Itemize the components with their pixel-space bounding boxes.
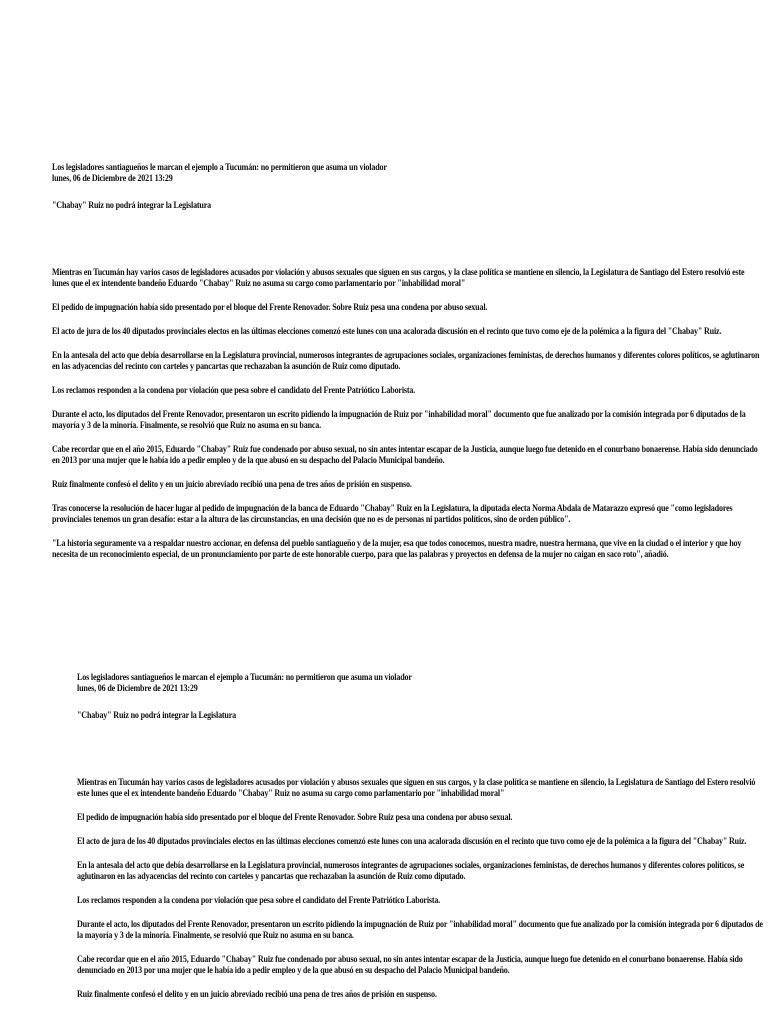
article-title: Los legisladores santiagueños le marcan el ejemplo a Tucumán: no permitieron que asuma un violador [77,673,412,683]
article-paragraph: Los reclamos responden a la condena por violación que pesa sobre el candidato del Frente Patriótico Laborista. [52,386,416,396]
article-paragraph: Mientras en Tucumán hay varios casos de legisladores acusados por violación y abusos sexuales que siguen en sus cargos, y la clase política se mantiene en silencio, la Legislatura de Santiago del Estero resolvió este lunes que el ex intendente bandeño Eduardo "Chabay" Ruiz no asuma su cargo como parlamentario por "inhabilidad moral" [52,268,745,289]
article-paragraph: El acto de jura de los 40 diputados provinciales electos en las últimas elecciones comenzó este lunes con una acalorada discusión en el recinto que tuvo como eje de la polémica a la figura del "Chabay" Ruiz. [77,837,747,847]
article-paragraph: Mientras en Tucumán hay varios casos de legisladores acusados por violación y abusos sexuales que siguen en sus cargos, y la clase política se mantiene en silencio, la Legislatura de Santiago del Estero resolvió este lunes que el ex intendente bandeño Eduardo "Chabay" Ruiz no asuma su cargo como parlamentario por "inhabilidad moral" [77,778,756,799]
article-paragraph: El pedido de impugnación había sido presentado por el bloque del Frente Renovador. Sobre Ruiz pesa una condena por abuso sexual. [77,813,513,823]
article-subtitle: "Chabay" Ruiz no podrá integrar la Legislatura [77,711,237,721]
article-date: lunes, 06 de Diciembre de 2021 13:29 [52,174,173,184]
article-paragraph: Durante el acto, los diputados del Frente Renovador, presentaron un escrito pidiendo la impugnación de Ruiz por "inhabilidad moral" documento que fue analizado por la comisión integrada por 6 diputados de la mayoría y 3 de la minoría. Finalmente, se resolvió que Ruiz no asuma en su banca. [52,410,746,431]
article-subtitle: "Chabay" Ruiz no podrá integrar la Legislatura [52,201,212,211]
article-title: Los legisladores santiagueños le marcan el ejemplo a Tucumán: no permitieron que asuma un violador [52,163,387,173]
article-copy-1-inner [0,163,768,561]
article-body [77,778,766,1001]
article-paragraph: Tras conocerse la resolución de hacer lugar al pedido de impugnación de la banca de Eduardo "Chabay" Ruiz en la Legislatura, la diputada electa Norma Abdala de Matarazzo expresó que "como legisladores provinciales tenemos un gran desafío: estar a la altura de las circunstancias, en una decisión que no es de personas ni partidos políticos, sino de orden público". [52,504,733,525]
article-paragraph: Cabe recordar que en el año 2015, Eduardo "Chabay" Ruiz fue condenado por abuso sexual, no sin antes intentar escapar de la Justicia, aunque luego fue detenido en el conurbano bonaerense. Había sido denunciado en 2013 por una mujer que le había ido a pedir empleo y de la que abusó en su despacho del Palacio Municipal bandeño. [52,445,758,466]
article-paragraph: Los reclamos responden a la condena por violación que pesa sobre el candidato del Frente Patriótico Laborista. [77,896,441,906]
article-paragraph: En la antesala del acto que debía desarrollarse en la Legislatura provincial, numerosos integrantes de agrupaciones sociales, organizaciones feministas, de derechos humanos y diferentes colores políticos, se aglutinaron en las adyacencias del recinto con carteles y pancartas que rechazaban la asunción de Ruiz como diputado. [52,351,760,372]
article-copy-1 [0,163,768,574]
article-paragraph: Ruiz finalmente confesó el delito y en un juicio abreviado recibió una pena de tres años de prisión en suspenso. [52,480,412,490]
article-paragraph: El acto de jura de los 40 diputados provinciales electos en las últimas elecciones comenzó este lunes con una acalorada discusión en el recinto que tuvo como eje de la polémica a la figura del "Chabay" Ruiz. [52,327,722,337]
article-body [52,268,762,561]
article-paragraph: Ruiz finalmente confesó el delito y en un juicio abreviado recibió una pena de tres años de prisión en suspenso. [77,990,437,1000]
article-paragraph: En la antesala del acto que debía desarrollarse en la Legislatura provincial, numerosos integrantes de agrupaciones sociales, organizaciones feministas, de derechos humanos y diferentes colores políticos, se aglutinaron en las adyacencias del recinto con carteles y pancartas que rechazaban la asunción de Ruiz como diputado. [77,861,745,882]
article-paragraph: El pedido de impugnación había sido presentado por el bloque del Frente Renovador. Sobre Ruiz pesa una condena por abuso sexual. [52,303,488,313]
article-paragraph: "La historia seguramente va a respaldar nuestro accionar, en defensa del pueblo santiagueño y de la mujer, esa que todos conocemos, nuestra madre, nuestra hermana, que vive en la ciudad o el interior y que hoy necesita de un reconocimiento especial, de un pronunciamiento por parte de este honorable cuerpo, para que las palabras y proyectos en defensa de la mujer no caigan en saco roto", añadió. [52,539,742,560]
article-copy-2-inner [0,673,768,1001]
article-copy-2 [0,673,768,1014]
article-paragraph: Cabe recordar que en el año 2015, Eduardo "Chabay" Ruiz fue condenado por abuso sexual, no sin antes intentar escapar de la Justicia, aunque luego fue detenido en el conurbano bonaerense. Había sido denunciado en 2013 por una mujer que le había ido a pedir empleo y de la que abusó en su despacho del Palacio Municipal bandeño. [77,955,743,976]
article-date: lunes, 06 de Diciembre de 2021 13:29 [77,684,198,694]
article-paragraph: Durante el acto, los diputados del Frente Renovador, presentaron un escrito pidiendo la impugnación de Ruiz por "inhabilidad moral" documento que fue analizado por la comisión integrada por 6 diputados de la mayoría y 3 de la minoría. Finalmente, se resolvió que Ruiz no asuma en su banca. [77,920,763,941]
